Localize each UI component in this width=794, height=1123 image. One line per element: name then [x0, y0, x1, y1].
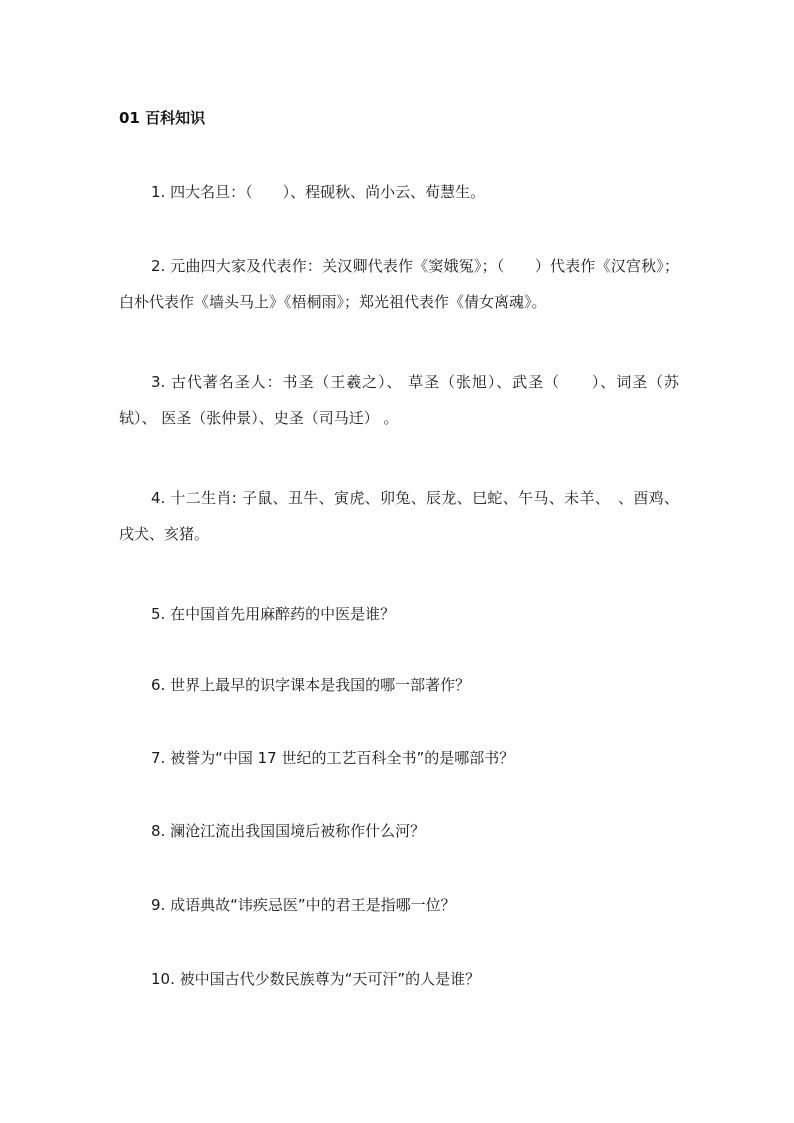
question-3: 3. 古代著名圣人：书圣（王羲之）、 草圣（张旭）、武圣（ ）、词圣（苏轼）、 医圣（张仲景）、史圣（司马迁） 。 — [119, 373, 679, 427]
question-4: 4. 十二生肖: 子鼠、丑牛、寅虎、卯兔、辰龙、巳蛇、午马、未羊、 、酉鸡、戌犬、亥猪。 — [119, 489, 679, 543]
section-heading: 01 百科知识 — [119, 109, 206, 127]
question-1: 1. 四大名旦：（ ）、程砚秋、尚小云、荀慧生。 — [151, 183, 486, 201]
question-6: 6. 世界上最早的识字课本是我国的哪一部著作？ — [151, 676, 471, 694]
question-2: 2. 元曲四大家及代表作：关汉卿代表作《窦娥冤》；（ ）代表作《汉宫秋》；白朴代表作《墙头马上》《梧桐雨》；郑光祖代表作《倩女离魂》。 — [119, 257, 679, 311]
question-9: 9. 成语典故“讳疾忌医”中的君王是指哪一位？ — [151, 896, 456, 914]
question-5: 5. 在中国首先用麻醉药的中医是谁？ — [151, 605, 396, 623]
question-7: 7. 被誉为“中国 17 世纪的工艺百科全书”的是哪部书？ — [151, 749, 515, 767]
question-10: 10. 被中国古代少数民族尊为“天可汗”的人是谁？ — [151, 970, 481, 988]
question-8: 8. 澜沧江流出我国国境后被称作什么河？ — [151, 822, 426, 840]
